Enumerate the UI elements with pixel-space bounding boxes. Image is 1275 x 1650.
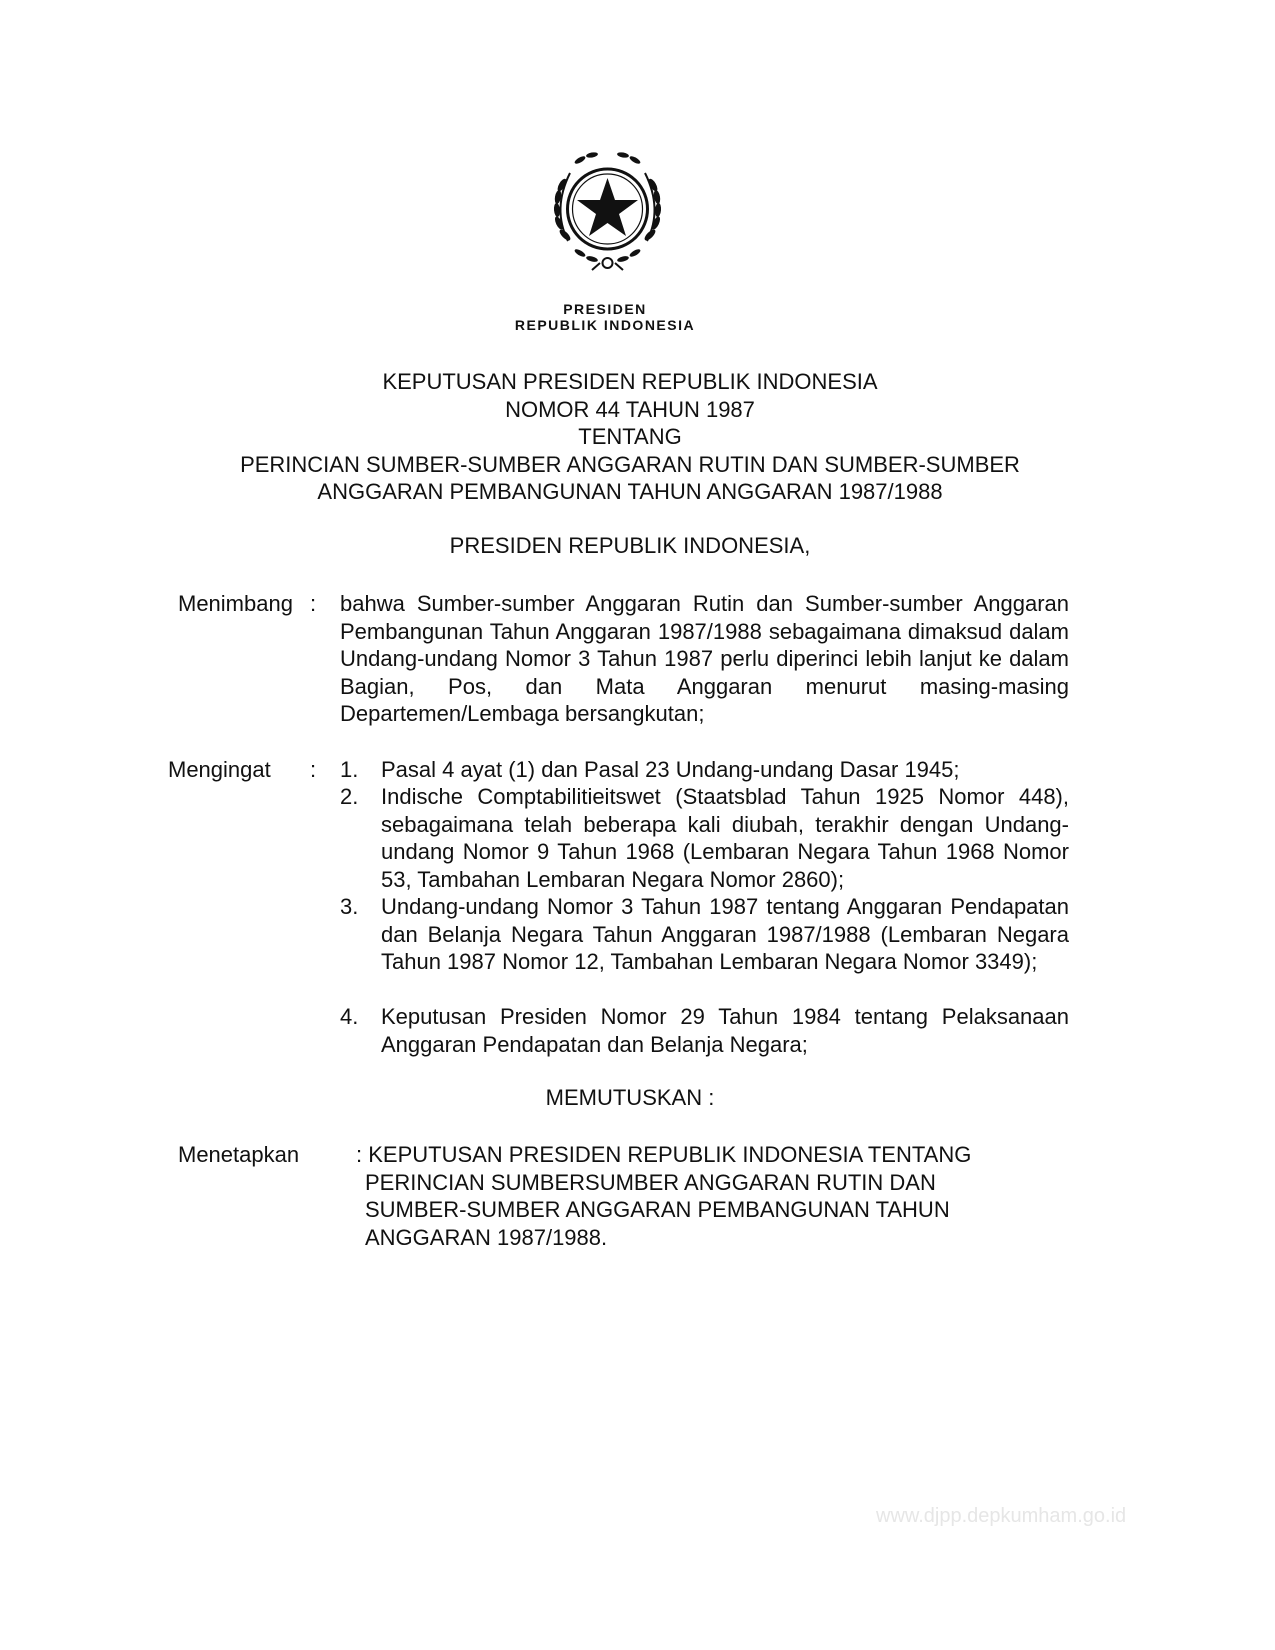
website-watermark: www.djpp.depkumham.go.id bbox=[876, 1505, 1127, 1527]
menetapkan-line-3: SUMBER-SUMBER ANGGARAN PEMBANGUNAN TAHUN bbox=[365, 1197, 950, 1222]
document-title bbox=[150, 368, 1110, 506]
menetapkan-line-2: PERINCIAN SUMBERSUMBER ANGGARAN RUTIN DAN bbox=[365, 1169, 936, 1195]
mengingat-item-1-number: 1. bbox=[340, 757, 359, 782]
title-line-4: PERINCIAN SUMBER-SUMBER ANGGARAN RUTIN DAN SUMBER-SUMBER bbox=[240, 451, 1020, 477]
emblem-caption-line1: PRESIDEN bbox=[563, 301, 647, 317]
mengingat-item-4-text: Keputusan Presiden Nomor 29 Tahun 1984 tentang Pelaksanaan Anggaran Pendapatan dan Belanja Negara; bbox=[381, 1004, 1069, 1057]
menimbang-colon: : bbox=[310, 591, 317, 616]
memutuskan-heading: MEMUTUSKAN : bbox=[545, 1085, 715, 1110]
emblem-caption-line2: REPUBLIK INDONESIA bbox=[514, 317, 696, 333]
mengingat-colon: : bbox=[310, 757, 317, 782]
menetapkan-label: Menetapkan bbox=[178, 1142, 300, 1167]
mengingat-item-3-text: Undang-undang Nomor 3 Tahun 1987 tentang Anggaran Pendapatan dan Belanja Negara Tahun Anggaran 1987/1988 (Lembaran Negara Tahun 1987 Nomor 12, Tambahan Lembaran Negara Nomor 3349); bbox=[381, 894, 1069, 974]
menimbang-text: bahwa Sumber-sumber Anggaran Rutin dan Sumber-sumber Anggaran Pembangunan Tahun Anggaran 1987/1988 sebagaimana dimaksud dalam Undang-undang Nomor 3 Tahun 1987 perlu diperinci lebih lanjut ke dalam Bagian, Pos, dan Mata Anggaran menurut masing-masing Departemen/Lembaga bersangkutan; bbox=[340, 591, 1069, 726]
mengingat-label: Mengingat bbox=[168, 757, 271, 782]
mengingat-item-3-number: 3. bbox=[340, 894, 359, 919]
title-line-3: TENTANG bbox=[578, 424, 682, 449]
title-line-2: NOMOR 44 TAHUN 1987 bbox=[505, 396, 755, 422]
menetapkan-text bbox=[356, 1141, 971, 1251]
mengingat-item-4-number: 4. bbox=[340, 1004, 359, 1029]
mengingat-item-1-text: Pasal 4 ayat (1) dan Pasal 23 Undang-undang Dasar 1945; bbox=[381, 757, 960, 782]
title-line-1: KEPUTUSAN PRESIDEN REPUBLIK INDONESIA bbox=[382, 369, 878, 394]
mengingat-item-2-number: 2. bbox=[340, 784, 359, 809]
president-line: PRESIDEN REPUBLIK INDONESIA, bbox=[449, 533, 811, 558]
title-line-5: ANGGARAN PEMBANGUNAN TAHUN ANGGARAN 1987/1988 bbox=[317, 479, 943, 504]
emblem-caption bbox=[455, 301, 755, 333]
menetapkan-line-1: : KEPUTUSAN PRESIDEN REPUBLIK INDONESIA TENTANG bbox=[356, 1142, 972, 1167]
menetapkan-line-4: ANGGARAN 1987/1988. bbox=[365, 1224, 608, 1250]
mengingat-item-2-text: Indische Comptabilitieitswet (Staatsblad Tahun 1925 Nomor 448), sebagaimana telah beberapa kali diubah, terakhir dengan Undang-undang Nomor 9 Tahun 1968 (Lembaran Negara Tahun 1968 Nomor 53, Tambahan Lembaran Negara Nomor 2860); bbox=[381, 784, 1069, 892]
menimbang-label: Menimbang bbox=[178, 591, 293, 616]
presidential-emblem-icon bbox=[540, 145, 675, 280]
